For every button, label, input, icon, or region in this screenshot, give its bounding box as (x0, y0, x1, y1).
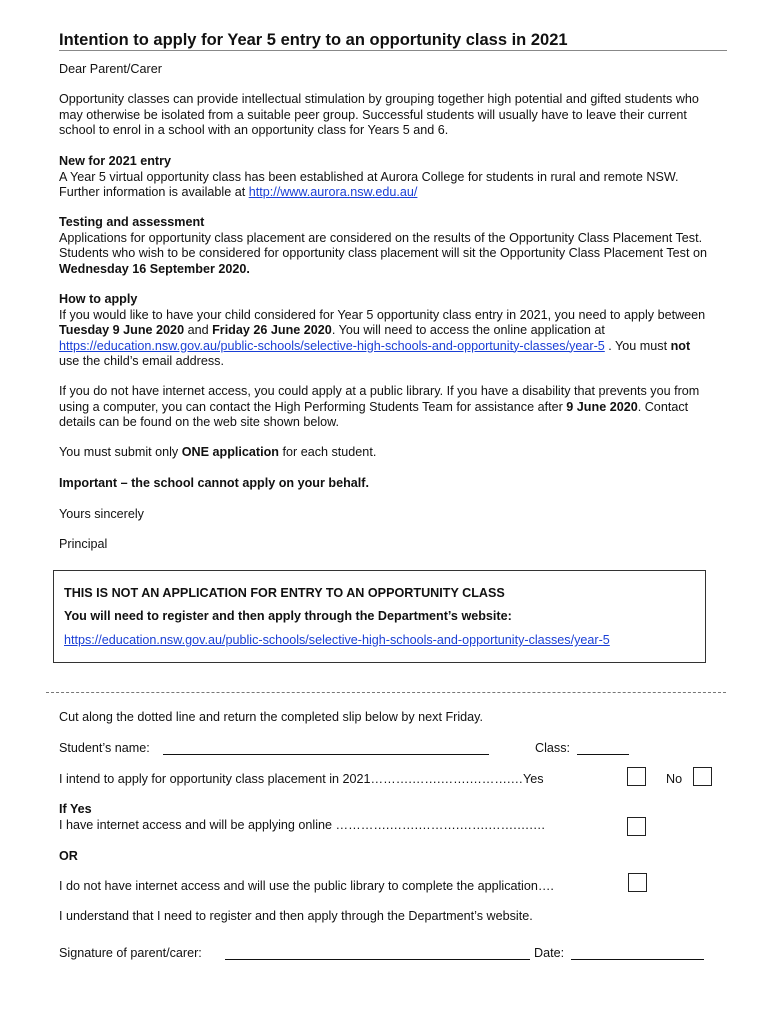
salutation: Dear Parent/Carer (59, 62, 162, 76)
internet-text-1: If you do not have internet access, you could apply at a public library. If you have a disability that prevents you from using a computer, you can contact the High Performing Students Team for assistance after (59, 384, 700, 414)
assistance-date: 9 June 2020 (566, 399, 638, 414)
testing-text (59, 231, 709, 278)
how-to-apply-heading: How to apply (59, 292, 138, 306)
new-entry-section (59, 154, 709, 201)
one-app-post: for each student. (282, 445, 377, 459)
new-entry-heading: New for 2021 entry (59, 154, 171, 168)
or-label: OR (59, 849, 78, 863)
date-field[interactable] (571, 946, 704, 960)
notice-heading: THIS IS NOT AN APPLICATION FOR ENTRY TO AN OPPORTUNITY CLASS (64, 586, 505, 600)
test-date: Wednesday 16 September 2020. (59, 261, 250, 276)
student-name-label: Student’s name: (59, 741, 150, 755)
cut-line (46, 692, 726, 693)
apply-start-date: Tuesday 9 June 2020 (59, 323, 185, 337)
cut-instructions: Cut along the dotted line and return the completed slip below by next Friday. (59, 710, 484, 724)
no-checkbox[interactable] (693, 767, 712, 786)
if-yes-heading: If Yes (59, 802, 92, 816)
internet-paragraph (59, 384, 709, 431)
one-application-paragraph (59, 445, 709, 461)
intend-text: I intend to apply for opportunity class placement in 2021……….…….…….……….…Yes (59, 772, 544, 786)
understand-text: I understand that I need to register and then apply through the Department’s website. (59, 909, 533, 923)
aurora-link[interactable]: http://www.aurora.nsw.edu.au/ (248, 185, 418, 199)
testing-body: Applications for opportunity class placement are considered on the results of the Opportunity Class Placement Test. Students who wish to be considered for opportunity class placement will sit the Opportunity Class Placement Test on (59, 230, 707, 260)
one-app-pre: You must submit only (59, 445, 179, 459)
not-word: not (670, 338, 691, 353)
internet-text-2: . Contact details can be found on the web site shown below. (59, 399, 689, 429)
and-word: and (187, 323, 209, 337)
important-note: Important – the school cannot apply on your behalf. (59, 476, 369, 490)
online-checkbox[interactable] (627, 817, 646, 836)
sign-off: Yours sincerely (59, 507, 144, 521)
no-label: No (666, 772, 683, 786)
signature-field[interactable] (225, 946, 530, 960)
library-checkbox[interactable] (628, 873, 647, 892)
apply-end-date: Friday 26 June 2020 (212, 323, 332, 337)
notice-box (53, 570, 706, 663)
online-text: I have internet access and will be applying online ………….…….……….…….…….….… (59, 818, 546, 832)
new-entry-body: A Year 5 virtual opportunity class has been established at Aurora College for students in rural and remote NSW. Further information is available at (59, 169, 679, 199)
notice-link[interactable]: https://education.nsw.gov.au/public-schools/selective-high-schools-and-opportunity-classes/year-5 (64, 633, 610, 647)
student-name-row (59, 741, 150, 757)
how-to-apply-body-1: If you would like to have your child considered for Year 5 opportunity class entry in 2021, you need to apply between (59, 307, 706, 322)
one-app-bold: ONE application (181, 445, 279, 459)
testing-heading: Testing and assessment (59, 215, 205, 229)
date-label: Date: (534, 946, 565, 960)
testing-section (59, 215, 709, 277)
yes-checkbox[interactable] (627, 767, 646, 786)
how-to-apply-section (59, 292, 709, 370)
class-field[interactable] (577, 741, 629, 755)
how-to-apply-body-2: . You will need to access the online application at (331, 323, 605, 337)
intro-paragraph: Opportunity classes can provide intellectual stimulation by grouping together high potential and gifted students who may otherwise be isolated from a suitable peer group. Successful students will usually have to leave their current school to enrol in a school with an opportunity class for Years 5 and 6. (59, 92, 699, 137)
library-text: I do not have internet access and will use the public library to complete the application…. (59, 879, 554, 893)
student-name-field[interactable] (163, 741, 489, 755)
principal-label: Principal (59, 537, 108, 551)
notice-instruction: You will need to register and then apply through the Department’s website: (64, 609, 512, 623)
how-to-apply-body-4: use the child’s email address. (59, 354, 224, 368)
new-entry-text (59, 170, 709, 201)
application-link[interactable]: https://education.nsw.gov.au/public-schools/selective-high-schools-and-opportunity-classes/year-5 (59, 338, 605, 353)
page-title: Intention to apply for Year 5 entry to an opportunity class in 2021 (59, 30, 727, 51)
how-to-apply-text (59, 308, 709, 370)
class-label: Class: (535, 741, 570, 755)
how-to-apply-body-3: . You must (608, 338, 668, 353)
signature-label: Signature of parent/carer: (59, 946, 202, 960)
